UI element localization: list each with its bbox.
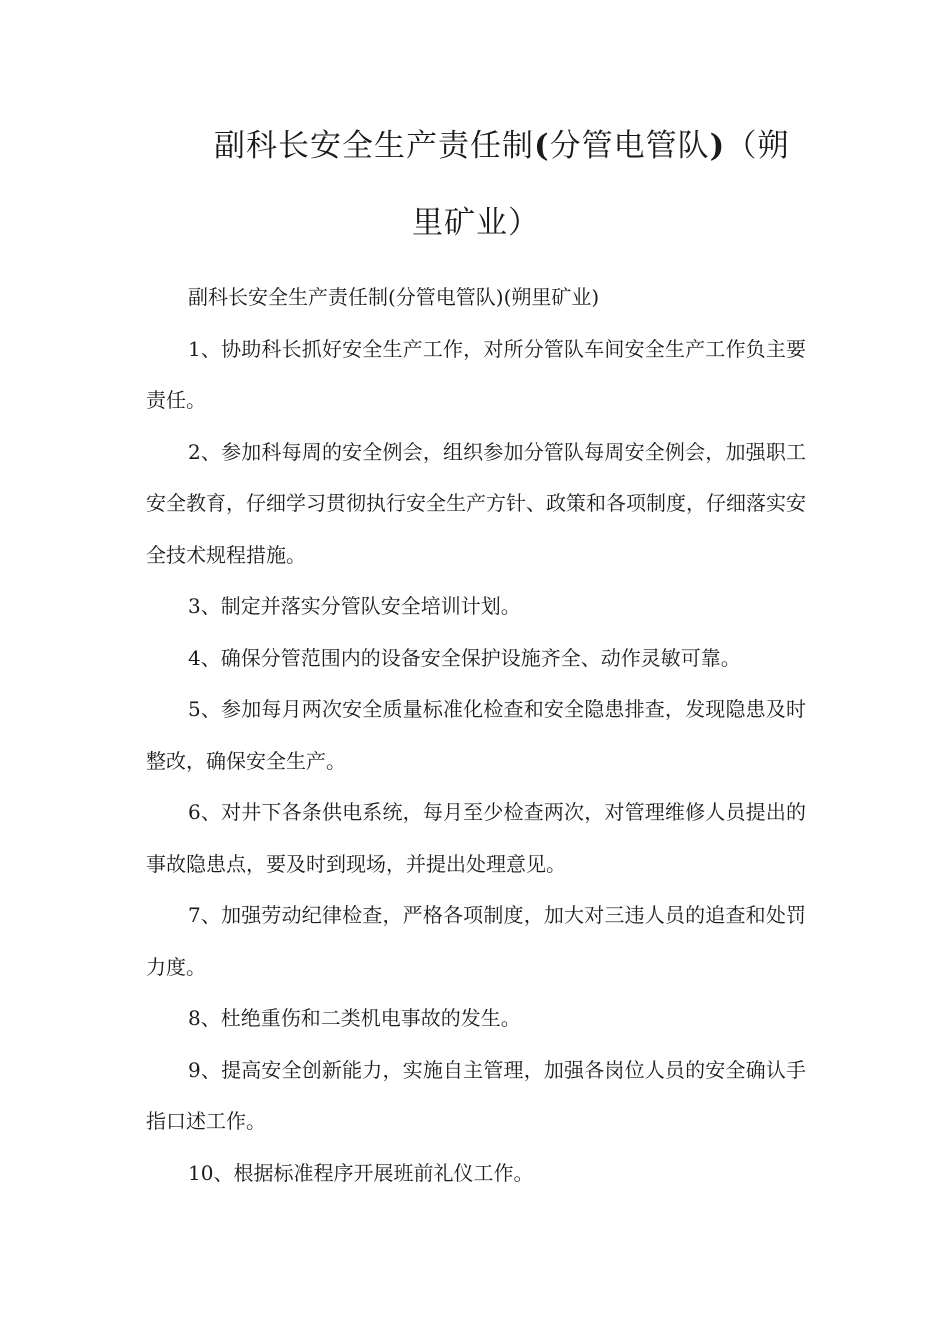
list-item: 3、制定并落实分管队安全培训计划。 <box>188 594 521 618</box>
list-item: 1、协助科长抓好安全生产工作，对所分管队车间安全生产工作负主要责任。 <box>146 336 806 412</box>
title-text-a: 副科长安全生产责任制 <box>214 128 534 164</box>
list-item: 6、对井下各条供电系统，每月至少检查两次，对管理维修人员提出的事故隐患点，要及时到现场，并提出处理意见。 <box>146 800 806 876</box>
title-paren-close: ) <box>709 128 726 164</box>
title-paren-open: ( <box>534 128 550 164</box>
list-item: 8、杜绝重伤和二类机电事故的发生。 <box>188 1006 521 1030</box>
document-body <box>146 272 806 1199</box>
list-item: 2、参加科每周的安全例会，组织参加分管队每周安全例会，加强职工安全教育，仔细学习贯彻执行安全生产方针、政策和各项制度，仔细落实安全技术规程措施。 <box>146 439 806 567</box>
list-item: 7、加强劳动纪律检查，严格各项制度，加大对三违人员的追查和处罚力度。 <box>146 903 806 979</box>
list-item: 9、提高安全创新能力，实施自主管理，加强各岗位人员的安全确认手指口述工作。 <box>146 1057 806 1133</box>
document-title-line-2: 里矿业） <box>412 205 540 241</box>
document-title-line-1 <box>214 126 814 166</box>
list-item: 10、根据标准程序开展班前礼仪工作。 <box>188 1160 534 1185</box>
list-item: 4、确保分管范围内的设备安全保护设施齐全、动作灵敏可靠。 <box>188 645 741 670</box>
title-text-c: 分管电管队 <box>549 128 710 164</box>
title-text-e: （朔 <box>725 128 790 164</box>
document-subtitle: 副科长安全生产责任制(分管电管队)(朔里矿业) <box>188 285 600 309</box>
list-item: 5、参加每月两次安全质量标准化检查和安全隐患排查，发现隐患及时整改，确保安全生产。 <box>146 697 806 773</box>
